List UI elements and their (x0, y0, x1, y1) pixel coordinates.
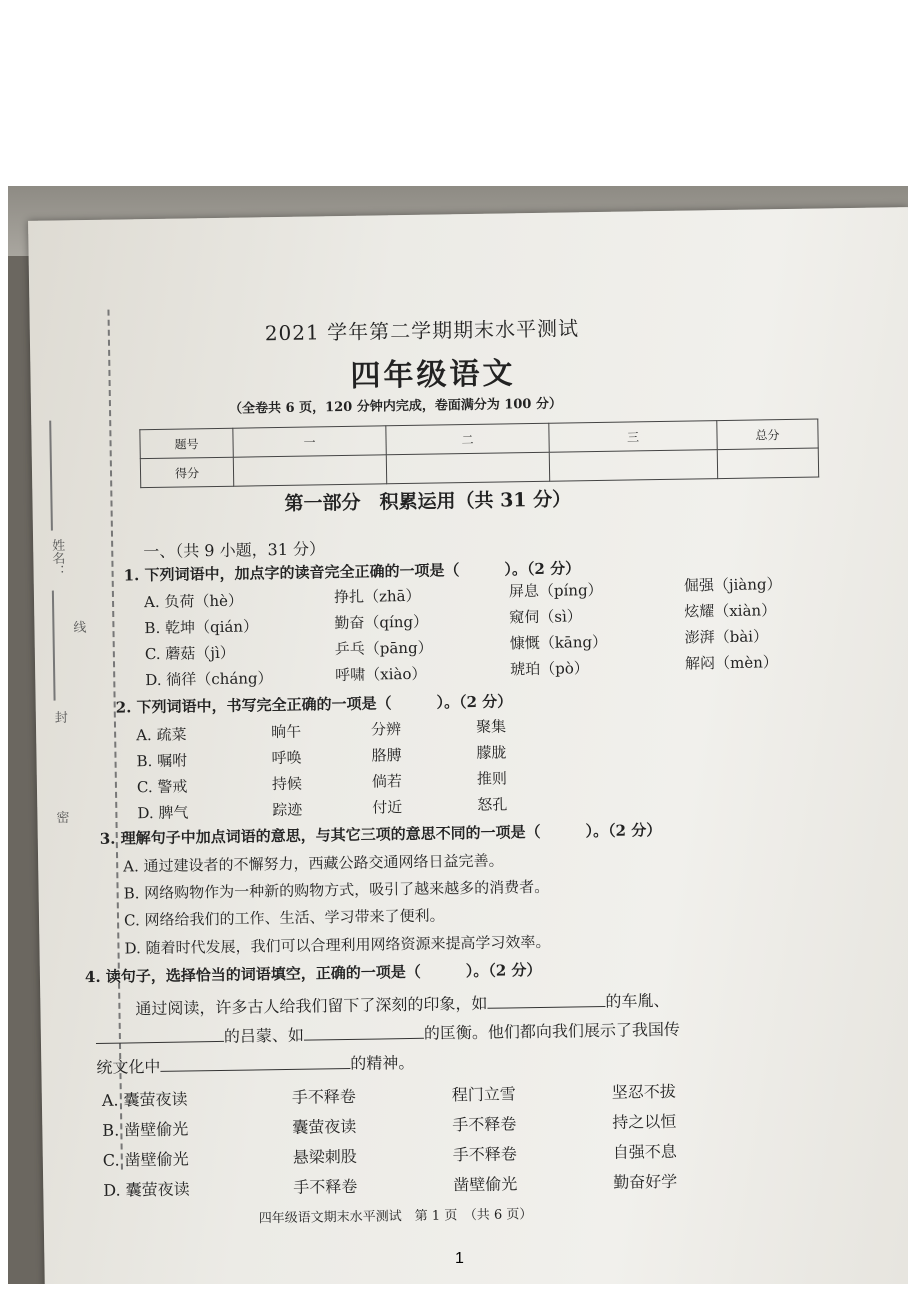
q4-passage-line1 (135, 988, 669, 1019)
q4-a4: 坚忍不拔 (611, 1081, 676, 1102)
q2-c1: C. 警戒 (136, 777, 188, 797)
score-table (139, 419, 819, 489)
q4-d4: 勤奋好学 (613, 1171, 678, 1192)
binding-label-name: 姓名： (49, 538, 65, 578)
q4-passage-line3 (96, 1050, 414, 1078)
q1-c3: 慷慨（kāng） (509, 632, 608, 653)
q4-b3: 手不释卷 (452, 1114, 517, 1135)
q2-c2: 持候 (271, 774, 303, 794)
q4-c3: 手不释卷 (452, 1144, 517, 1165)
q3-option-b: B. 网络购物作为一种新的购物方式，吸引了越来越多的消费者。 (123, 877, 550, 903)
exam-paper (28, 207, 908, 1284)
q3-option-d: D. 随着时代发展，我们可以合理利用网络资源来提高学习效率。 (124, 932, 551, 958)
page-number: 1 (455, 1250, 464, 1267)
q3-stem: 3. 理解句子中加点词语的意思，与其它三项的意思不同的一项是（ ）。（2 分） (99, 821, 662, 848)
page-footer: 四年级语文期末水平测试 第 1 页 （共 6 页） (258, 1207, 533, 1227)
score-col-total: 总分 (717, 419, 818, 450)
q2-b4: 朦胧 (476, 743, 507, 762)
score-col-2: 二 (386, 423, 549, 455)
q2-b2: 呼唤 (271, 748, 302, 768)
binding-label-mi: 密 (53, 810, 69, 824)
name-line (49, 421, 53, 531)
binding-label-feng: 封 (51, 710, 67, 724)
q4-a3: 程门立雪 (451, 1084, 516, 1105)
q1-d3: 琥珀（pò） (510, 659, 589, 679)
q1-c2: 乒乓（pāng） (334, 638, 433, 659)
q1-c1: C. 蘑菇（jì） (144, 643, 235, 664)
q4-a2: 手不释卷 (291, 1086, 357, 1107)
q4-blank-1 (487, 992, 605, 1009)
q4-stem: 4. 读句子，选择恰当的词语填空，正确的一项是（ ）。（2 分） (84, 960, 542, 987)
q2-a4: 聚集 (475, 717, 507, 736)
score-row-label: 得分 (140, 457, 233, 487)
score-cell (386, 452, 549, 484)
q2-a2: 晌午 (270, 722, 302, 742)
score-cell (549, 450, 717, 482)
score-cell (233, 455, 386, 486)
q4-d2: 手不释卷 (293, 1176, 358, 1197)
q2-d3: 付近 (372, 798, 403, 817)
q4-b2: 囊萤夜读 (292, 1116, 357, 1137)
q4-c2: 悬梁刺股 (292, 1146, 357, 1167)
q1-b3: 窥伺（sì） (509, 607, 582, 627)
q2-c4: 推则 (476, 769, 508, 788)
q4-passage-text: 的精神。 (350, 1052, 415, 1073)
q4-blank-3 (304, 1024, 424, 1041)
q2-d4: 怒孔 (477, 795, 508, 814)
q1-a4: 倔强（jiàng） (683, 575, 782, 595)
exam-title: 四年级语文 (350, 356, 516, 394)
q4-d3: 凿壁偷光 (453, 1174, 518, 1195)
q4-a1: A. 囊萤夜读 (101, 1089, 188, 1110)
q4-passage-text: 通过阅读，许多古人给我们留下了深刻的印象，如 (135, 993, 488, 1019)
binding-line-2 (52, 591, 56, 701)
q1-b2: 勤奋（qíng） (334, 612, 429, 633)
q1-stem: 1. 下列词语中，加点字的读音完全正确的一项是（ ）。（2 分） (123, 559, 581, 585)
q3-option-c: C. 网络给我们的工作、生活、学习带来了便利。 (123, 906, 445, 930)
q1-d4: 解闷（mèn） (684, 653, 778, 673)
q4-c1: C. 凿壁偷光 (102, 1149, 189, 1170)
q4-b4: 持之以恒 (612, 1111, 677, 1132)
score-cell (717, 448, 818, 479)
q4-passage-text: 的匡衡。他们都向我们展示了我国传 (423, 1019, 681, 1043)
q1-a3: 屏息（píng） (508, 580, 603, 601)
score-row-label: 题号 (140, 428, 233, 458)
q4-passage-line2 (96, 1017, 680, 1049)
q4-d1: D. 囊萤夜读 (103, 1179, 190, 1200)
section-title: 第一部分 积累运用（共 31 分） (284, 488, 572, 515)
q4-blank-2 (96, 1027, 224, 1044)
binding-label-xian: 线 (70, 620, 86, 634)
q4-c4: 自强不息 (612, 1141, 677, 1162)
document-photo (8, 186, 908, 1284)
q4-b1: B. 凿壁偷光 (102, 1119, 189, 1140)
score-col-1: 一 (233, 426, 386, 457)
q1-a1: A. 负荷（hè） (143, 591, 244, 612)
q2-b3: 胳膊 (371, 746, 402, 765)
q2-a1: A. 疏菜 (136, 725, 187, 745)
q1-c4: 澎湃（bài） (684, 627, 769, 647)
q2-d2: 踪迹 (272, 800, 303, 820)
q4-blank-4 (160, 1054, 350, 1072)
q1-d1: D. 徜徉（cháng） (145, 669, 273, 690)
q3-option-a: A. 通过建设者的不懈努力，西藏公路交通网络日益完善。 (123, 851, 504, 876)
exam-term: 2021 学年第二学期期末水平测试 (264, 316, 580, 346)
score-col-3: 三 (549, 421, 717, 453)
q2-b1: B. 嘱咐 (136, 751, 188, 771)
exam-note: （全卷共 6 页，120 分钟内完成，卷面满分为 100 分） (228, 396, 563, 417)
q1-b4: 炫耀（xiàn） (684, 601, 777, 621)
q1-b1: B. 乾坤（qián） (144, 617, 259, 638)
q2-stem: 2. 下列词语中，书写完全正确的一项是（ ）。（2 分） (115, 692, 513, 717)
q1-a2: 挣扎（zhā） (333, 586, 421, 607)
q1-d2: 呼啸（xiào） (335, 664, 427, 685)
q4-passage-text: 的车胤、 (605, 990, 670, 1011)
q4-passage-text: 的吕蒙、如 (223, 1025, 305, 1046)
q2-d1: D. 脾气 (137, 803, 189, 823)
q2-a3: 分辨 (370, 720, 402, 739)
q2-c3: 倘若 (371, 772, 403, 791)
q4-passage-text: 统文化中 (96, 1056, 161, 1077)
part-intro: 一、（共 9 小题，31 分） (143, 539, 326, 562)
